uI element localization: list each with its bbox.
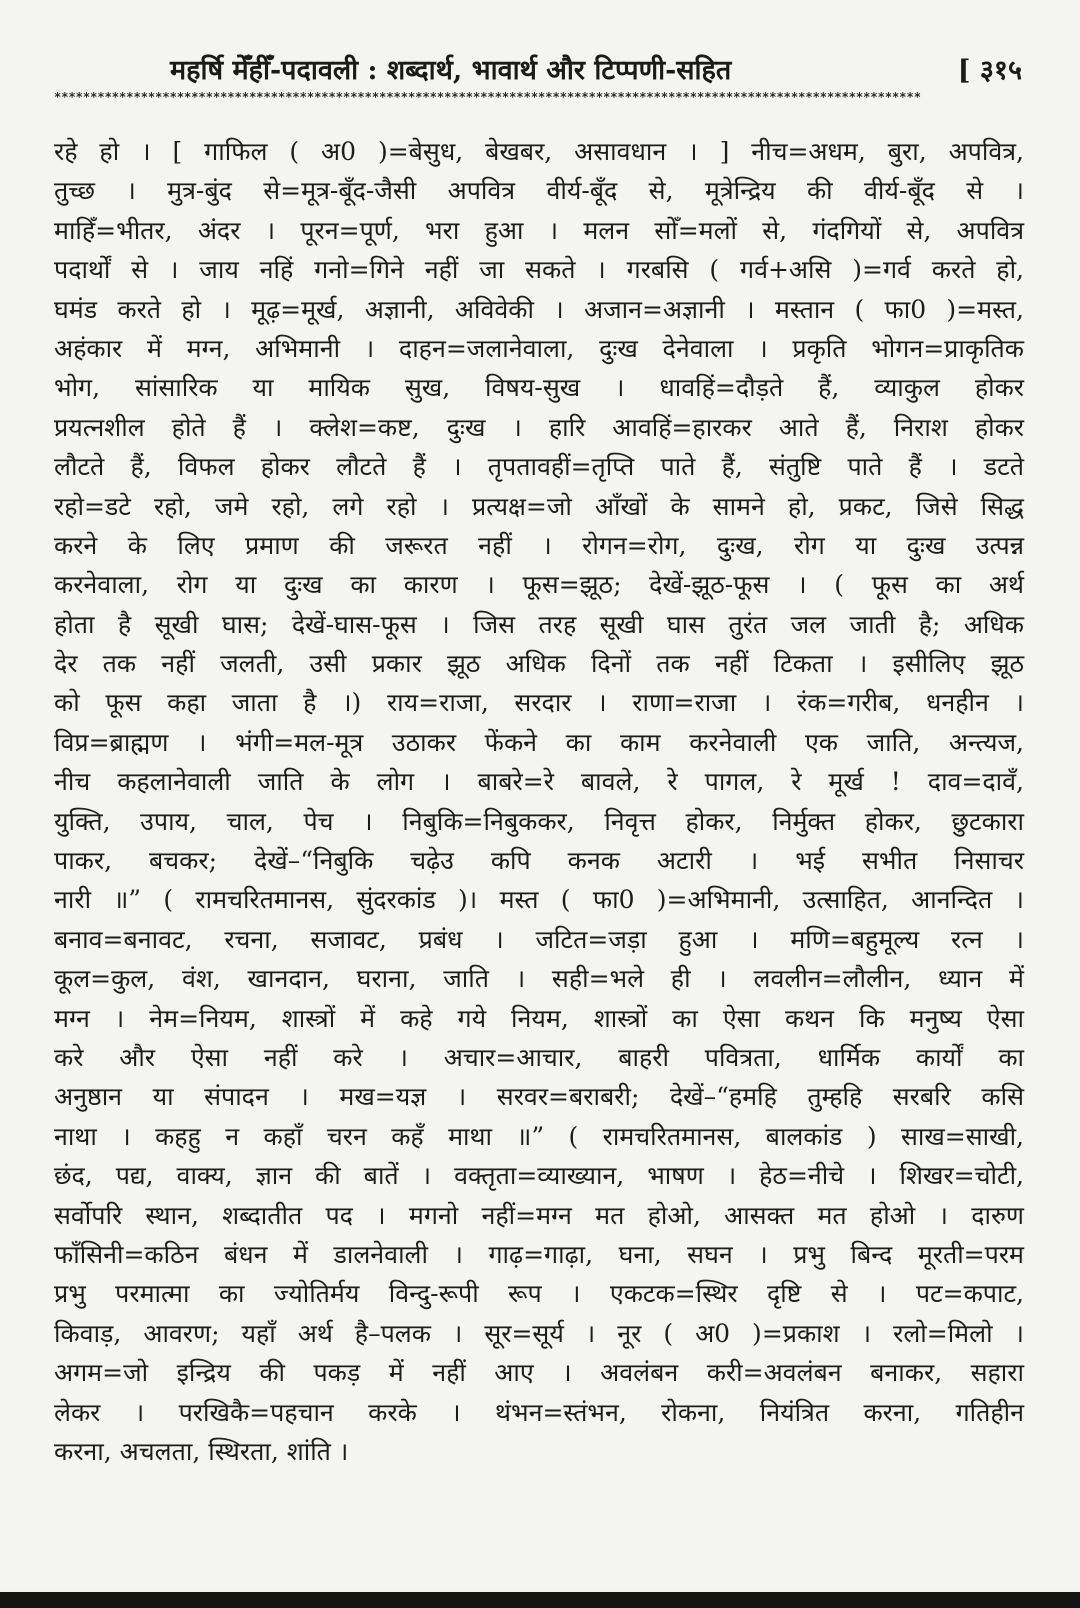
text-line: बनाव=बनावट, रचना, सजावट, प्रबंध । जटित=जड़ा हुआ । मणि=बहुमूल्य रत्न । (54, 924, 1024, 954)
running-title: महर्षि मेँहीँ-पदावली : शब्दार्थ, भावार्थ और टिप्पणी-सहित (170, 55, 732, 86)
text-line: फाँसिनी=कठिन बंधन में डालनेवाली । गाढ़=गाढ़ा, घना, सघन । प्रभु बिन्द मूरती=परम (54, 1239, 1024, 1269)
text-line: किवाड़, आवरण; यहाँ अर्थ है–पलक । सूर=सूर्य । नूर ( अ0 )=प्रकाश । रलो=मिलो । (54, 1318, 1024, 1348)
text-line: घमंड करते हो । मूढ़=मूर्ख, अज्ञानी, अविवेकी । अजान=अज्ञानी । मस्तान ( फा0 )=मस्त, (54, 294, 1024, 324)
text-line: प्रभु परमात्मा का ज्योतिर्मय विन्दु-रूपी रूप । एकटक=स्थिर दृष्टि से । पट=कपाट, (54, 1279, 1024, 1309)
text-line: युक्ति, उपाय, चाल, पेच । निबुकि=निबुककर, निवृत्त होकर, निर्मुक्त होकर, छुटकारा (54, 806, 1024, 836)
bottom-edge-bar (0, 1592, 1080, 1608)
text-line: अनुष्ठान या संपादन । मख=यज्ञ । सरवर=बराबरी; देखें–“हमहि तुम्हहि सरबरि कसि (54, 1082, 1024, 1112)
text-line: को फूस कहा जाता है ।) राय=राजा, सरदार । राणा=राजा । रंक=गरीब, धनहीन । (54, 688, 1024, 718)
text-line: देर तक नहीं जलती, उसी प्रकार झूठ अधिक दिनों तक नहीं टिकता । इसीलिए झूठ (54, 649, 1024, 679)
text-line: छंद, पद्य, वाक्य, ज्ञान की बातें । वक्तृता=व्याख्यान, भाषण । हेठ=नीचे । शिखर=चोटी, (54, 1161, 1024, 1191)
text-line: रहे हो । [ गाफिल ( अ0 )=बेसुध, बेखबर, असावधान । ] नीच=अधम, बुरा, अपवित्र, (54, 137, 1024, 166)
text-line: भोग, सांसारिक या मायिक सुख, विषय-सुख । धावहिं=दौड़ते हैं, व्याकुल होकर (54, 373, 1024, 403)
text-line: तुच्छ । मुत्र-बुंद से=मूत्र-बूँद-जैसी अपवित्र वीर्य-बूँद से, मूत्रेन्द्रिय की वीर्य-बूँद से । (54, 176, 1024, 206)
text-line: लेकर । परखिकै=पहचान करके । थंभन=स्तंभन, रोकना, नियंत्रित करना, गतिहीन (54, 1397, 1024, 1427)
text-line: करनेवाला, रोग या दुःख का कारण । फूस=झूठ; देखें-झूठ-फूस । ( फूस का अर्थ (54, 570, 1024, 600)
text-line: नीच कहलानेवाली जाति के लोग । बाबरे=रे बावले, रे पागल, रे मूर्ख ! दाव=दावँ, (54, 767, 1024, 797)
text-line: मग्न । नेम=नियम, शास्त्रों में कहे गये नियम, शास्त्रों का ऐसा कथन कि मनुष्य ऐसा (54, 1003, 1024, 1033)
asterisk-divider: ************************************************************************************************************************ (54, 90, 921, 104)
text-line: माहिँ=भीतर, अंदर । पूरन=पूर्ण, भरा हुआ । मलन सोँ=मलों से, गंदगियों से, अपवित्र (54, 215, 1024, 245)
text-line: पाकर, बचकर; देखें–“निबुकि चढ़ेउ कपि कनक अटारी । भई सभीत निसाचर (54, 846, 1024, 876)
text-line: विप्र=ब्राह्मण । भंगी=मल-मूत्र उठाकर फेंकने का काम करनेवाली एक जाति, अन्त्यज, (54, 727, 1024, 757)
text-line: नारी ॥” ( रामचरितमानस, सुंदरकांड )। मस्त ( फा0 )=अभिमानी, उत्साहित, आनन्दित । (54, 885, 1024, 915)
text-line: अहंकार में मग्न, अभिमानी । दाहन=जलानेवाला, दुःख देनेवाला । प्रकृति भोगन=प्राकृतिक (54, 333, 1024, 363)
glossary-text (54, 132, 1024, 1471)
text-line: नाथा । कहहु न कहाँ चरन कहँ माथा ॥” ( रामचरितमानस, बालकांड ) साख=साखी, (54, 1121, 1024, 1151)
text-line: अगम=जो इन्द्रिय की पकड़ में नहीं आए । अवलंबन करी=अवलंबन बनाकर, सहारा (54, 1358, 1024, 1388)
text-line: प्रयत्नशील होते हैं । क्लेश=कष्ट, दुःख । हारि आवहिं=हारकर आते हैं, निराश होकर (54, 412, 1024, 442)
text-line: लौटते हैं, विफल होकर लौटते हैं । तृपतावहीं=तृप्ति पाते हैं, संतुष्टि पाते हैं । डटते (54, 452, 1024, 482)
text-line: सर्वोपरि स्थान, शब्दातीत पद । मगनो नहीं=मग्न मत होओ, आसक्त मत होओ । दारुण (54, 1200, 1024, 1230)
text-line: पदार्थों से । जाय नहिं गनो=गिने नहीं जा सकते । गरबसि ( गर्व+असि )=गर्व करते हो, (54, 255, 1024, 285)
text-line: करने के लिए प्रमाण की जरूरत नहीं । रोगन=रोग, दुःख, रोग या दुःख उत्पन्न (54, 530, 1024, 560)
text-line: करना, अचलता, स्थिरता, शांति । (54, 1436, 349, 1466)
text-line: कूल=कुल, वंश, खानदान, घराना, जाति । सही=भले ही । लवलीन=लौलीन, ध्यान में (54, 964, 1024, 994)
page-number: [ ३१५ (957, 55, 1022, 86)
text-line: करे और ऐसा नहीं करे । अचार=आचार, बाहरी पवित्रता, धार्मिक कार्यों का (54, 1042, 1024, 1072)
text-line: होता है सूखी घास; देखें-घास-फूस । जिस तरह सूखी घास तुरंत जल जाती है; अधिक (54, 609, 1024, 639)
text-line: रहो=डटे रहो, जमे रहो, लगे रहो । प्रत्यक्ष=जो आँखों के सामने हो, प्रकट, जिसे सिद्ध (54, 491, 1024, 521)
page-header (52, 50, 1032, 94)
